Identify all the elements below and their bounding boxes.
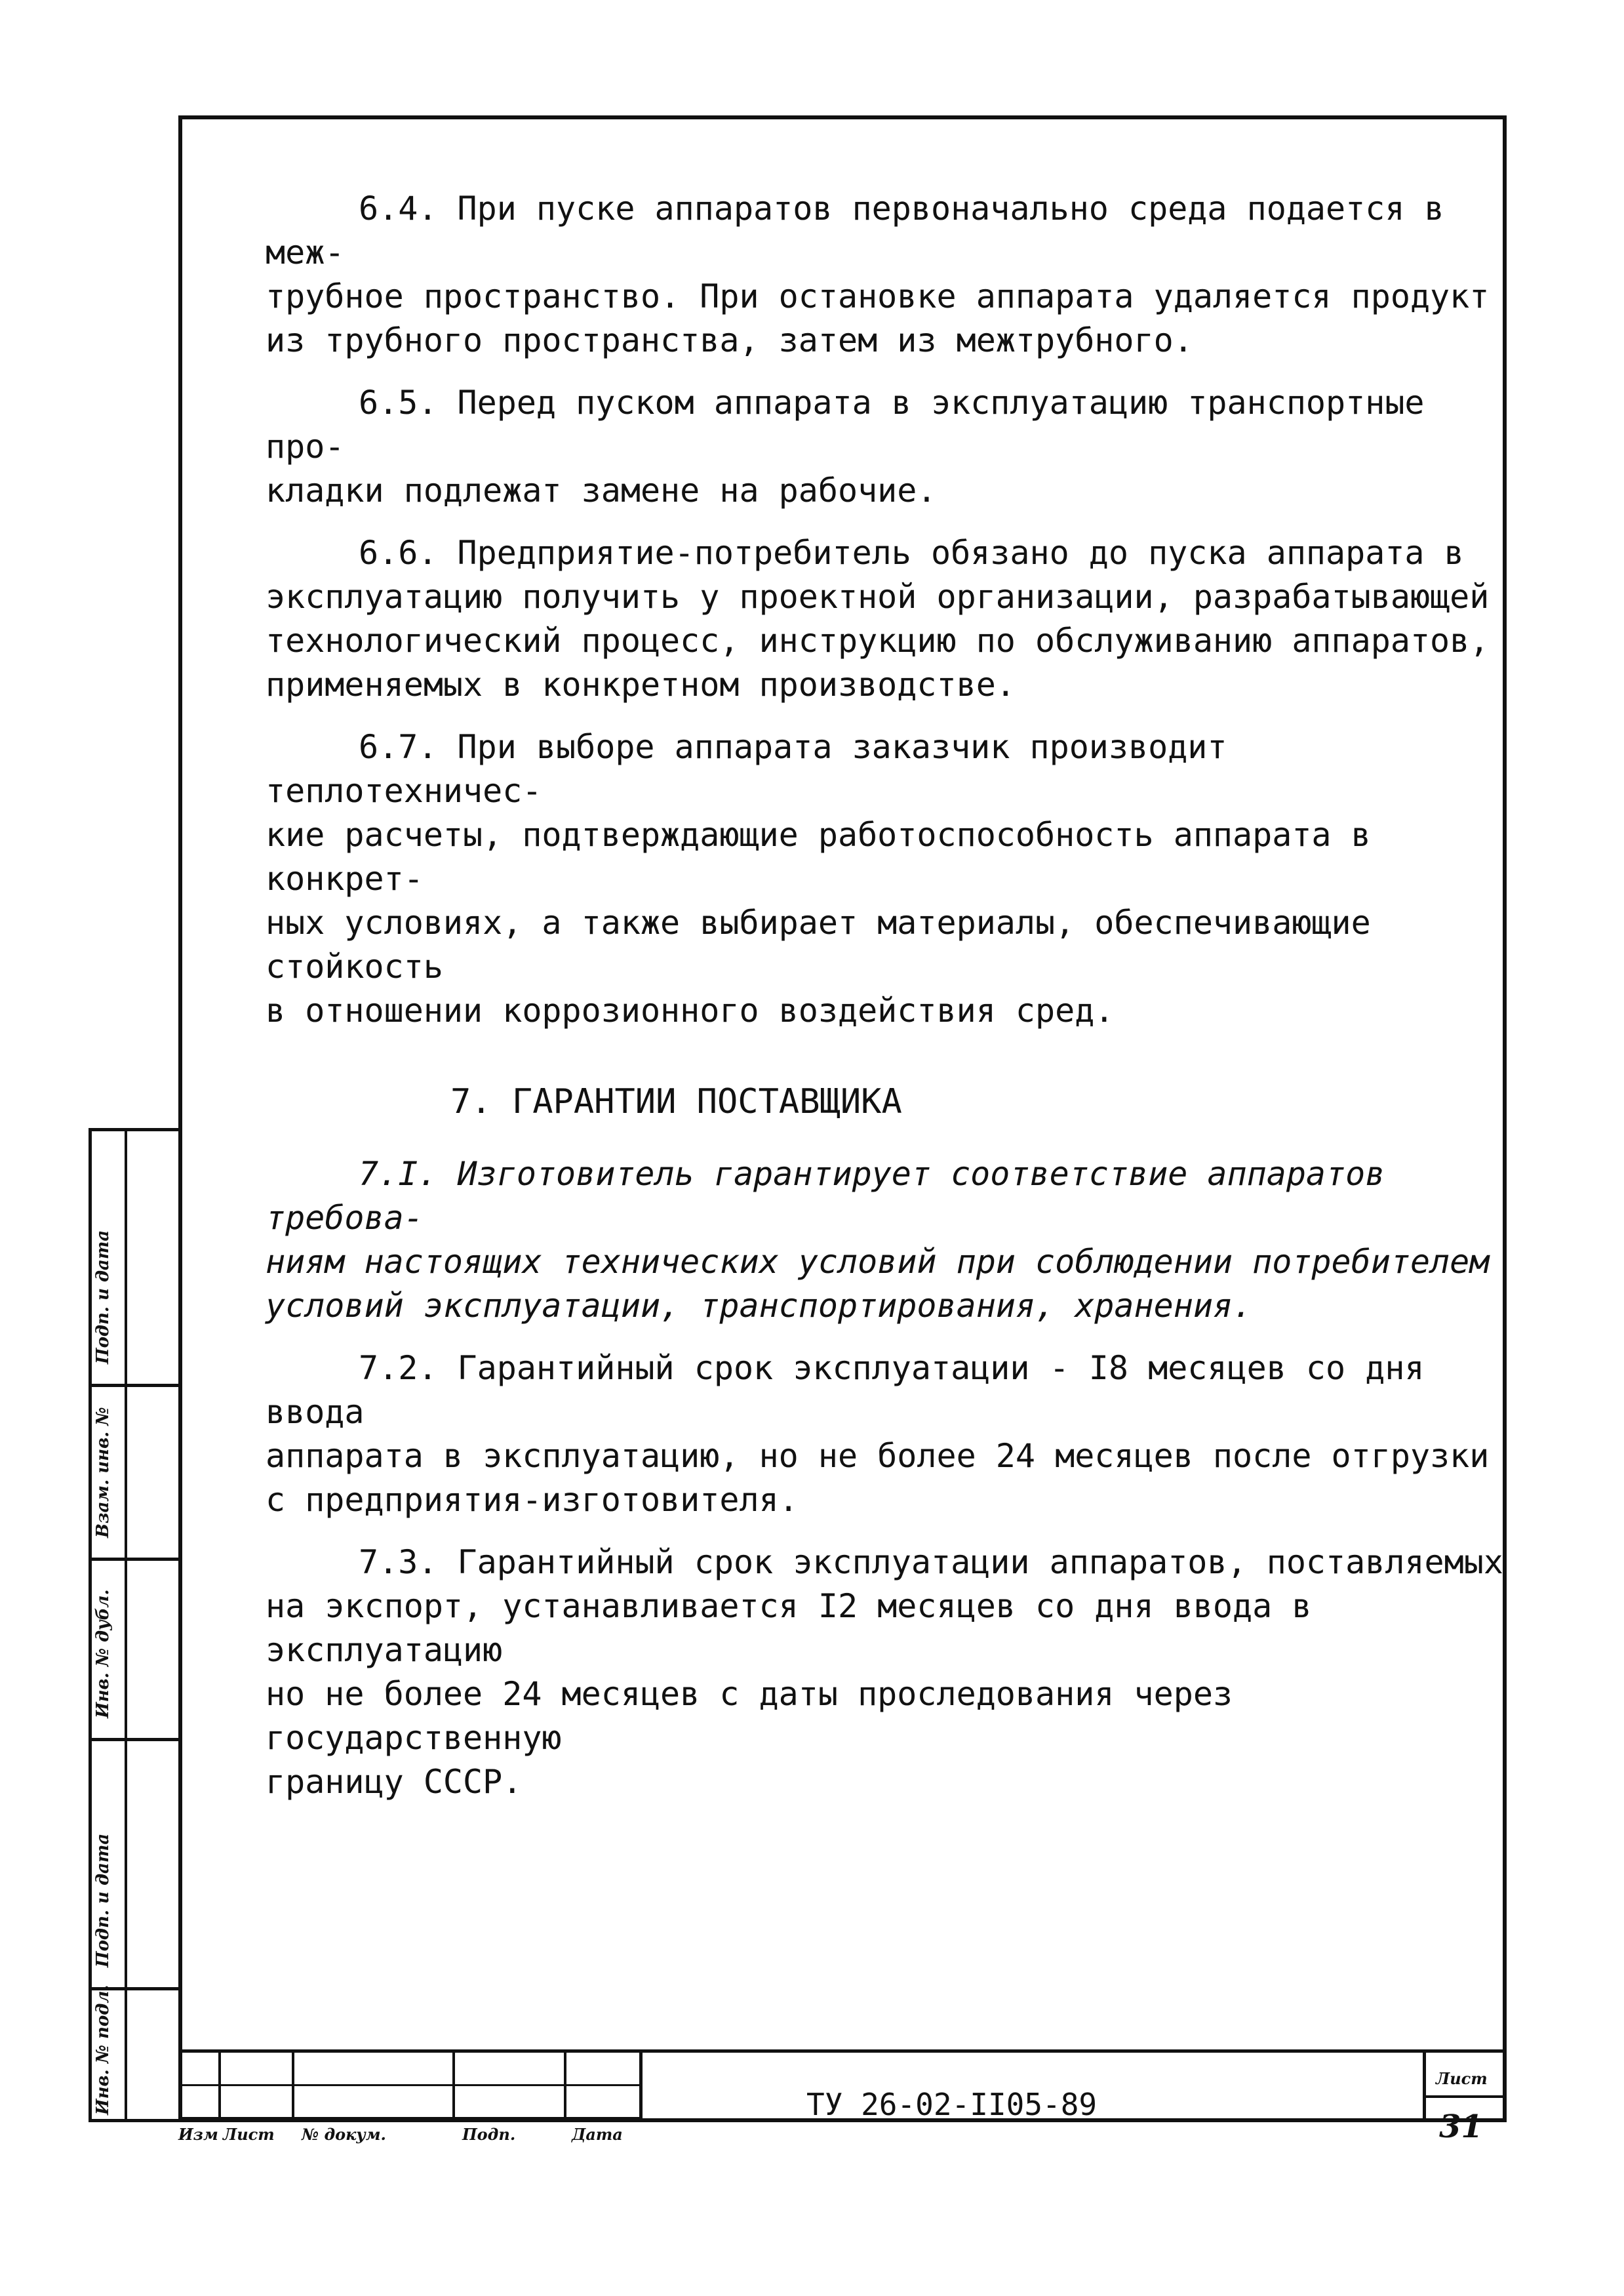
stamp-col-line	[639, 2049, 643, 2122]
document-code: ТУ 26-02-II05-89	[806, 2087, 1098, 2122]
stamp-row-line	[178, 2117, 641, 2119]
stamp-col-signature: Подп.	[462, 2125, 516, 2144]
side-strip-divider	[125, 1128, 127, 2122]
stamp-col-line	[218, 2049, 221, 2122]
paragraph-7-3: 7.3. Гарантийный срок эксплуатации аппаратов, поставляемых на экспорт, устанавливается I2 месяцев со дня ввода в эксплуатацию но не более 24 месяцев с даты прослeдования через государственную границу СССР.	[266, 1543, 1503, 1801]
section-title: 7. ГАРАНТИИ ПОСТАВЩИКА	[450, 1082, 902, 1121]
paragraph-7-2: 7.2. Гарантийный срок эксплуатации - I8 месяцев со дня ввода аппарата в эксплуатацию, но не более 24 месяцев после отгрузки с предприятия-изготовителя.	[266, 1349, 1490, 1519]
side-label-dup-inv: Инв. № дубл.	[93, 1589, 113, 1718]
stamp-col-line	[452, 2049, 455, 2122]
stamp-col-sheet: Лист	[223, 2125, 275, 2144]
side-label-replace-inv: Взам. инв. №	[93, 1407, 113, 1538]
paragraph-6-5: 6.5. Перед пуском аппарата в эксплуатацию транспортные про- кладки подлежат замене на рабочие.	[266, 384, 1425, 510]
stamp-row-line	[1423, 2095, 1507, 2098]
paragraph-6-4: 6.4. При пуске аппаратов первоначально среда подается в меж- трубное пространство. При остановке аппарата удаляется продукт из трубного пространства, затем из межтрубного.	[266, 190, 1490, 359]
side-strip-row-line	[89, 1738, 178, 1741]
paragraph-7-1: 7.I. Изготовитель гарантирует соответствие аппаратов требова- ниям настоящих технических условий при соблюдении потребителем условий эксплуатации, транспортирования, хранения.	[266, 1155, 1490, 1325]
paragraph-6-6: 6.6. Предприятие-потребитель обязано до пуска аппарата в эксплуатацию получить у проектной организации, разрабатывающей технологический процесс, инструкцию по обслуживанию аппаратов, применяемых в конкретном производстве.	[266, 534, 1490, 704]
side-label-sign-date-1: Подп. и дата	[93, 1230, 113, 1364]
stamp-top-line	[178, 2049, 1507, 2053]
stamp-col-line	[1423, 2049, 1426, 2122]
document-body	[266, 187, 1505, 1823]
stamp-col-line	[292, 2049, 294, 2122]
side-label-sign-date-2: Подп. и дата	[93, 1833, 113, 1967]
stamp-col-change: Изм	[178, 2125, 218, 2144]
sheet-number: 31	[1439, 2108, 1483, 2145]
sheet-label: Лист	[1436, 2069, 1488, 2088]
stamp-col-date: Дата	[572, 2125, 623, 2144]
side-strip-row-line	[89, 1558, 178, 1561]
side-label-orig-inv: Инв. № подл.	[93, 1984, 113, 2115]
side-strip-row-line	[89, 1384, 178, 1387]
stamp-row-line	[178, 2084, 641, 2086]
stamp-col-doc-number: № докум.	[302, 2125, 386, 2144]
paragraph-6-7: 6.7. При выборе аппарата заказчик производит теплотехничес- кие расчеты, подтверждающие работоспособность аппарата в конкрет- ных условиях, а также выбирает материалы, обеспечивающие стойкость в отношении коррозионного воздействия сред.	[266, 728, 1371, 1030]
stamp-col-line	[564, 2049, 566, 2122]
